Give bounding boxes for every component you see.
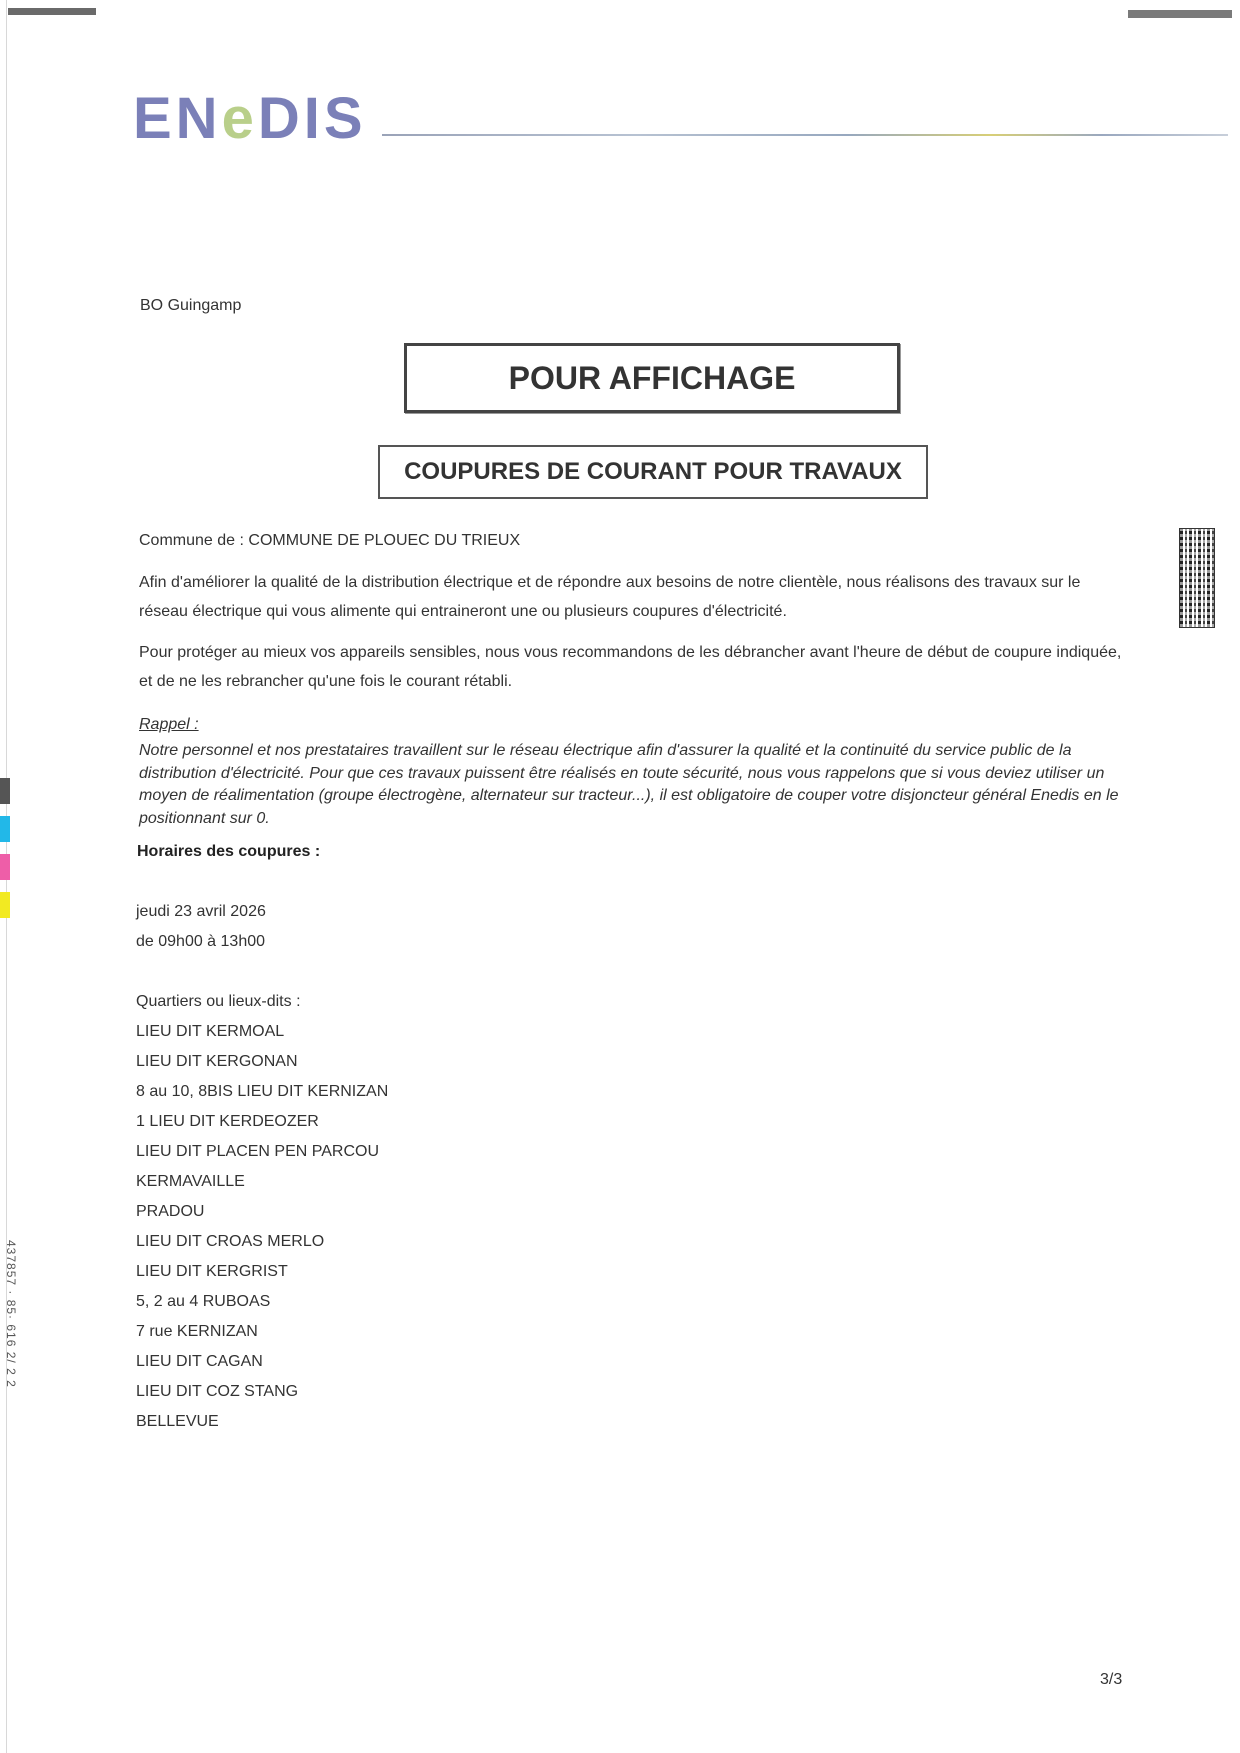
print-mark-black xyxy=(0,778,10,804)
document-subtitle: COUPURES DE COURANT POUR TRAVAUX xyxy=(404,458,902,485)
intro-paragraph: Afin d'améliorer la qualité de la distribution électrique et de répondre aux besoins de notre clientèle, nous réalisons des travaux sur le réseau électrique qui vous alimente qui entraineront une ou plusieurs coupures d'électricité. xyxy=(139,574,1081,620)
list-item: 5, 2 au 4 RUBOAS xyxy=(136,1293,271,1310)
schedule-heading: Horaires des coupures : xyxy=(137,843,321,860)
title-box xyxy=(404,343,900,413)
document-title: POUR AFFICHAGE xyxy=(508,359,796,396)
subtitle-box xyxy=(378,445,928,499)
list-item: 8 au 10, 8BIS LIEU DIT KERNIZAN xyxy=(136,1083,389,1100)
print-color-marks xyxy=(0,778,10,930)
header-rule xyxy=(382,134,1228,136)
list-item: LIEU DIT KERMOAL xyxy=(136,1023,285,1040)
list-item: LIEU DIT PLACEN PEN PARCOU xyxy=(136,1143,380,1160)
scan-mark-top-right xyxy=(1128,10,1232,18)
advice-paragraph: Pour protéger au mieux vos appareils sensibles, nous vous recommandons de les débrancher avant l'heure de début de coupure indiquée, et de ne les rebrancher qu'une fois le courant rétabli. xyxy=(139,644,1122,690)
outage-date: jeudi 23 avril 2026 xyxy=(136,903,266,920)
schedule xyxy=(136,897,266,957)
list-item: LIEU DIT CAGAN xyxy=(136,1353,263,1370)
side-reference-code: 437857 · 85· 616 2/ 2 2 xyxy=(4,1240,18,1388)
list-item: LIEU DIT KERGRIST xyxy=(136,1263,288,1280)
rappel-title: Rappel : xyxy=(139,716,199,733)
list-item: KERMAVAILLE xyxy=(136,1173,245,1190)
list-item: PRADOU xyxy=(136,1203,205,1220)
list-item: LIEU DIT KERGONAN xyxy=(136,1053,298,1070)
list-item: BELLEVUE xyxy=(136,1413,219,1430)
print-mark-cyan xyxy=(0,816,10,842)
office-name: BO Guingamp xyxy=(140,297,242,314)
page-number: 3/3 xyxy=(1100,1671,1123,1688)
list-item: LIEU DIT COZ STANG xyxy=(136,1383,299,1400)
places-list xyxy=(136,987,388,1437)
enedis-logo: EN e DIS xyxy=(133,86,367,151)
list-item: 7 rue KERNIZAN xyxy=(136,1323,258,1340)
list-item: LIEU DIT CROAS MERLO xyxy=(136,1233,325,1250)
scan-mark-top-left xyxy=(8,8,96,15)
outage-time: de 09h00 à 13h00 xyxy=(136,933,266,950)
list-item: 1 LIEU DIT KERDEOZER xyxy=(136,1113,319,1130)
print-mark-yellow xyxy=(0,892,10,918)
commune-line: Commune de : COMMUNE DE PLOUEC DU TRIEUX xyxy=(139,532,521,549)
datamatrix-code-icon xyxy=(1179,528,1215,628)
rappel-body: Notre personnel et nos prestataires travaillent sur le réseau électrique afin d'assurer la qualité et la continuité du service public de la distribution d'électricité. Pour que ces travaux puissent être réalisés en toute sécurité, nous vous rappelons que si vous deviez utiliser un moyen de réalimentation (groupe électrogène, alternateur sur tracteur...), il est obligatoire de couper votre disjoncteur général Enedis en le positionnant sur 0. xyxy=(139,742,1119,827)
print-mark-magenta xyxy=(0,854,10,880)
places-heading: Quartiers ou lieux-dits : xyxy=(136,993,301,1010)
